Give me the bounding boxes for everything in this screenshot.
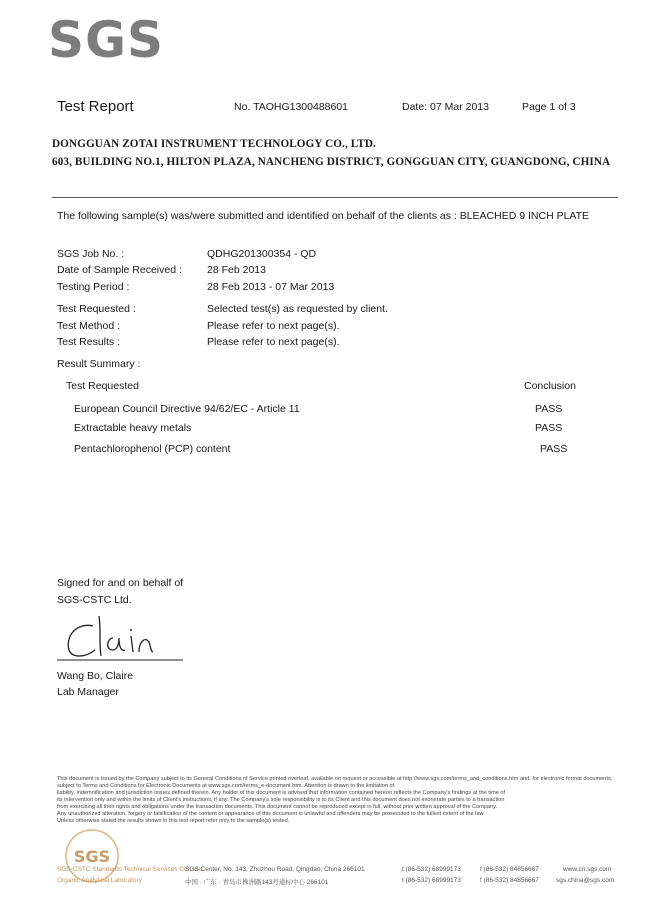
footer-disclaimer xyxy=(57,776,617,825)
address-en: SGS Center, No. 143, Zhuzhou Road, Qingdao, China 266101 xyxy=(185,866,365,873)
client-address: 603, BUILDING NO.1, HILTON PLAZA, NANCHENG DISTRICT, GONGGUAN CITY, GUANGDONG, CHINA xyxy=(52,156,611,168)
disclaimer-line: Unless otherwise stated the results shown in this test report refer only to the sample(s) tested. xyxy=(57,818,290,824)
field-value: QDHG201300354 - QD xyxy=(207,248,317,260)
field-value: 28 Feb 2013 - 07 Mar 2013 xyxy=(207,281,335,293)
company-name: SGS-CSTC Ltd. xyxy=(57,594,132,606)
summary-row-test: Pentachlorophenol (PCP) content xyxy=(74,443,231,455)
field-value: Please refer to next page(s). xyxy=(207,336,340,348)
field-label: Date of Sample Received : xyxy=(57,264,182,276)
summary-row-result: PASS xyxy=(535,403,563,415)
stamp-line: Organic Analytical Laboratory xyxy=(57,877,142,884)
report-date: Date: 07 Mar 2013 xyxy=(402,101,489,113)
field-value: Please refer to next page(s). xyxy=(207,320,340,332)
field-label: Test Method : xyxy=(57,320,121,332)
summary-row-result: PASS xyxy=(535,422,563,434)
field-value: 28 Feb 2013 xyxy=(207,264,266,276)
disclaimer-line: This document is issued by the Company subject to its General Conditions of Service printed overleaf, available on request or accessible at http://www.sgs.com/terms_and_conditions.htm and, for electronic format documents, subject to Terms and Conditions for Electronic Documents at www.sgs.com/terms_e-document.htm. Attention is drawn to the limitation of xyxy=(57,776,613,789)
website: www.cn.sgs.com xyxy=(563,866,612,873)
disclaimer-line: its intervention only and within the limits of Client's instructions, if any. The Company's sole responsibility is to its Client and this document does not exonerate parties to a transaction xyxy=(57,797,505,803)
field-value: Selected test(s) as requested by client. xyxy=(207,303,388,315)
email: sgs.china@sgs.com xyxy=(556,877,615,884)
disclaimer-line: Any unauthorized alteration, forgery or falsification of the content or appearance of this document is unlawful and offenders may be prosecuted to the fullest extent of the law. xyxy=(57,811,485,817)
intro-text: The following sample(s) was/were submitted and identified on behalf of the clients as : BLEACHED 9 INCH PLATE xyxy=(57,210,590,222)
field-label: Test Requested : xyxy=(57,303,136,315)
disclaimer-line: from exercising all their rights and obligations under the transaction documents. This document cannot be reproduced except in full, without prior written approval of the Company. xyxy=(57,804,498,810)
stamp-text: SGS xyxy=(73,847,111,866)
page-indicator: Page 1 of 3 xyxy=(522,101,576,113)
address-cn: 中国 · 广东 · 青岛市株洲路143号通标中心 266101 xyxy=(185,879,329,886)
report-number: No. TAOHG1300488601 xyxy=(234,101,349,113)
disclaimer-line: liability, indemnification and jurisdiction issues defined therein. Any holder of this document is advised that information contained hereon reflects the Company's findings at the time of xyxy=(57,790,506,796)
summary-row-test: Extractable heavy metals xyxy=(74,422,192,434)
telephone: t (86-532) 68999173 xyxy=(402,877,461,884)
telephone: t (86-532) 68999173 xyxy=(402,866,461,873)
handwritten-signature xyxy=(55,608,195,666)
col-header-test: Test Requested xyxy=(66,380,139,392)
result-summary-title: Result Summary : xyxy=(57,358,141,370)
signatory-name: Wang Bo, Claire xyxy=(57,670,134,682)
stamp-line: SGS-CSTC Standards Technical Services Co., Ltd. xyxy=(57,866,204,873)
summary-row-test: European Council Directive 94/62/EC - Article 11 xyxy=(74,403,300,415)
signatory-title: Lab Manager xyxy=(57,686,119,698)
divider xyxy=(52,197,618,198)
fax: f (86-532) 84856667 xyxy=(480,866,539,873)
col-header-conclusion: Conclusion xyxy=(524,380,576,392)
summary-row-result: PASS xyxy=(540,443,568,455)
field-label: SGS Job No. : xyxy=(57,248,125,260)
field-label: Testing Period : xyxy=(57,281,130,293)
sgs-logo: SGS xyxy=(48,11,165,69)
field-label: Test Results : xyxy=(57,336,121,348)
fax: f (86-532) 84856667 xyxy=(480,877,539,884)
signed-on-behalf: Signed for and on behalf of xyxy=(57,577,184,589)
client-name: DONGGUAN ZOTAI INSTRUMENT TECHNOLOGY CO., LTD. xyxy=(52,138,376,150)
report-title: Test Report xyxy=(57,98,134,115)
